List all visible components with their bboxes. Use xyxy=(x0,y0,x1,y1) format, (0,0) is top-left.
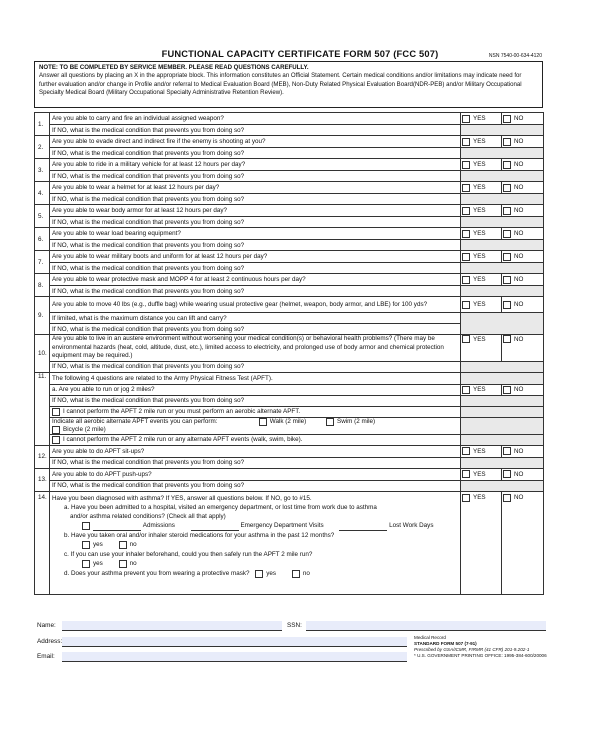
q14-no[interactable]: NO xyxy=(502,491,544,594)
q10-text: Are you able to live in an austere environment without worsening your medical condition(s) or behavioral health problems? (There may be environmental hazards (heat, cold, altitude, dust, etc.), limited access to electricity, and prolonged use of body armor and chemical protection equipment may be required.) xyxy=(50,335,461,362)
admissions-count[interactable] xyxy=(93,524,141,531)
address-label: Address: xyxy=(37,638,63,645)
q9-yes[interactable]: YES xyxy=(461,297,502,313)
q14-yes-checkbox[interactable] xyxy=(462,494,470,502)
q3-yes[interactable]: YES xyxy=(461,159,502,171)
q1-number: 1. xyxy=(35,113,50,136)
email-field[interactable] xyxy=(62,652,407,662)
q14b-no-checkbox[interactable] xyxy=(119,541,127,549)
q14c-no-checkbox[interactable] xyxy=(119,560,127,568)
q5-yes[interactable]: YES xyxy=(461,205,502,217)
q9-text: Are you able to move 40 lbs (e.g., duffle bag) while wearing usual protective gear (helmet, weapon, body armor, and LBE) for 100 yds? xyxy=(50,297,461,313)
q5-yes-checkbox[interactable] xyxy=(462,207,470,215)
q1-text: Are you able to carry and fire an individual assigned weapon? xyxy=(50,113,461,125)
q2-no[interactable]: NO xyxy=(502,136,544,148)
q7-no[interactable]: NO xyxy=(502,251,544,263)
q13-no-checkbox[interactable] xyxy=(503,470,511,478)
q9-number: 9. xyxy=(35,297,50,335)
q10-no[interactable]: NO xyxy=(502,335,544,362)
q8-number: 8. xyxy=(35,274,50,297)
q7-text: Are you able to wear military boots and uniform for at least 12 hours per day? xyxy=(50,251,461,263)
swim-label: Swim (2 mile) xyxy=(337,418,376,425)
q14b-yes-checkbox[interactable] xyxy=(82,541,90,549)
q13-yes[interactable]: YES xyxy=(461,468,502,480)
q7-yes-checkbox[interactable] xyxy=(462,253,470,261)
q1-follow[interactable]: If NO, what is the medical condition that prevents you from doing so? xyxy=(50,125,461,136)
q4-yes-checkbox[interactable] xyxy=(462,184,470,192)
q8-no-checkbox[interactable] xyxy=(503,276,511,284)
q11b-checkbox[interactable] xyxy=(52,408,60,416)
bicycle-checkbox[interactable] xyxy=(52,426,60,434)
q11d-text: I cannot perform the APFT 2 mile run or any alternate APFT events (walk, swim, bike). xyxy=(50,434,461,445)
lost-work-count[interactable] xyxy=(339,524,387,531)
q2-yes-checkbox[interactable] xyxy=(462,138,470,146)
q4-text: Are you able to wear a helmet for at least 12 hours per day? xyxy=(50,182,461,194)
q11a-yes[interactable]: YES xyxy=(461,384,502,395)
bicycle-label: Bicycle (2 mile) xyxy=(63,426,106,433)
q8-no[interactable]: NO xyxy=(502,274,544,286)
name-label: Name: xyxy=(37,622,56,629)
q1-no-checkbox[interactable] xyxy=(503,115,511,123)
q4-no[interactable]: NO xyxy=(502,182,544,194)
q4-follow[interactable]: If NO, what is the medical condition that prevents you from doing so? xyxy=(50,194,461,205)
q10-yes-checkbox[interactable] xyxy=(462,335,470,343)
standard-form-label: STANDARD FORM 507 (7-91) xyxy=(414,641,477,646)
q13-yes-checkbox[interactable] xyxy=(462,470,470,478)
q6-text: Are you able to wear load bearing equipment? xyxy=(50,228,461,240)
q1-yes[interactable]: YES xyxy=(461,113,502,125)
q11c-row xyxy=(50,417,461,434)
q7-no-checkbox[interactable] xyxy=(503,253,511,261)
q12-no-checkbox[interactable] xyxy=(503,447,511,455)
q2-no-checkbox[interactable] xyxy=(503,138,511,146)
q11d-checkbox[interactable] xyxy=(52,436,60,444)
lost-work-label: Lost Work Days xyxy=(389,522,434,530)
er-visits-count[interactable] xyxy=(191,524,239,531)
q7-number: 7. xyxy=(35,251,50,274)
q1-yes-checkbox[interactable] xyxy=(462,115,470,123)
q7-follow[interactable]: If NO, what is the medical condition that prevents you from doing so? xyxy=(50,263,461,274)
q8-follow[interactable]: If NO, what is the medical condition that prevents you from doing so? xyxy=(50,286,461,297)
q5-text: Are you able to wear body armor for at least 12 hours per day? xyxy=(50,205,461,217)
q10-yes[interactable]: YES xyxy=(461,335,502,362)
q12-number: 12. xyxy=(35,445,50,468)
q14-no-checkbox[interactable] xyxy=(503,494,511,502)
prescribed-by: Prescribed by GSA/ICMR, FIRMR (41 CFR) 201-9.202-1 xyxy=(414,647,530,652)
walk-checkbox[interactable] xyxy=(259,418,267,426)
nsn-number: NSN 7540-00-634-4120 xyxy=(488,53,542,59)
q6-no-checkbox[interactable] xyxy=(503,230,511,238)
instructions-box xyxy=(34,61,543,108)
q14-yes[interactable]: YES xyxy=(461,491,502,594)
q5-number: 5. xyxy=(35,205,50,228)
q14a-text: a. Have you been admitted to a hospital, visited an emergency department, or lost time from work due to asthma xyxy=(64,503,377,511)
form-title: FUNCTIONAL CAPACITY CERTIFICATE FORM 507 (FCC 507) xyxy=(161,49,439,59)
q6-number: 6. xyxy=(35,228,50,251)
swim-checkbox[interactable] xyxy=(326,418,334,426)
q11-text: The following 4 questions are related to the Army Physical Fitness Test (APFT). xyxy=(50,372,461,384)
walk-label: Walk (2 mile) xyxy=(269,418,307,425)
q14c-yes-checkbox[interactable] xyxy=(82,560,90,568)
q3-follow[interactable]: If NO, what is the medical condition that prevents you from doing so? xyxy=(50,171,461,182)
q12-yes[interactable]: YES xyxy=(461,445,502,457)
q9-follow-distance[interactable]: If limited, what is the maximum distance you can lift and carry? xyxy=(50,313,461,324)
q11c-text: Indicate all aerobic alternate APFT events you can perform: xyxy=(52,418,218,425)
q2-text: Are you able to evade direct and indirect fire if the enemy is shooting at you? xyxy=(50,136,461,148)
q4-yes[interactable]: YES xyxy=(461,182,502,194)
q8-yes[interactable]: YES xyxy=(461,274,502,286)
q13-follow[interactable]: If NO, what is the medical condition that prevents you from doing so? xyxy=(50,480,461,491)
email-label: Email: xyxy=(37,653,55,660)
q14-block: Have you been diagnosed with asthma? If YES, answer all questions below. If NO, go to #15. a. Have you been admitted to a hospital, visited an emergency department, or lost time from work due to asthma and/or asthma related conditions? (Check all that apply) Admissions Emergency Department Visits Lost Work Days b. Have you taken oral and/or inhaler steroid medications for your asthma in the past 12 months? yes no c. If you can use your inhaler beforehand, could you then safely run the APFT 2 mile run? yes no d. Does your asthma prevent you from wearing a protective mask? yes no xyxy=(50,491,461,594)
q11-number: 11. xyxy=(35,372,50,445)
printing-office: * U.S. GOVERNMENT PRINTING OFFICE: 1995-384-600/20006 xyxy=(414,653,547,658)
q12-follow[interactable]: If NO, what is the medical condition that prevents you from doing so? xyxy=(50,457,461,468)
q14d-yes-checkbox[interactable] xyxy=(255,570,263,578)
q9-no-checkbox[interactable] xyxy=(503,301,511,309)
q3-yes-checkbox[interactable] xyxy=(462,161,470,169)
q1-no[interactable]: NO xyxy=(502,113,544,125)
q11a-follow[interactable]: If NO, what is the medical condition that prevents you from doing so? xyxy=(50,395,461,406)
q2-follow[interactable]: If NO, what is the medical condition that prevents you from doing so? xyxy=(50,148,461,159)
q10-follow[interactable]: If NO, what is the medical condition that prevents you from doing so? xyxy=(50,361,461,372)
q13-no[interactable]: NO xyxy=(502,468,544,480)
admissions-checkbox[interactable] xyxy=(82,522,90,530)
q11a-text: a. Are you able to run or jog 2 miles? xyxy=(50,384,461,395)
note-heading: NOTE: TO BE COMPLETED BY SERVICE MEMBER. PLEASE READ QUESTIONS CAREFULLY. xyxy=(39,64,309,71)
q11a-yes-checkbox[interactable] xyxy=(462,386,470,394)
q11a-no[interactable]: NO xyxy=(502,384,544,395)
q9-yes-checkbox[interactable] xyxy=(462,301,470,309)
q14c-text: c. If you can use your inhaler beforehand, could you then safely run the APFT 2 mile run? xyxy=(64,550,313,558)
q8-text: Are you able to wear protective mask and MOPP 4 for at least 2 continuous hours per day? xyxy=(50,274,461,286)
q14d-no-checkbox[interactable] xyxy=(292,570,300,578)
q10-no-checkbox[interactable] xyxy=(503,335,511,343)
q11a-no-checkbox[interactable] xyxy=(503,386,511,394)
name-field[interactable] xyxy=(62,621,282,631)
q5-follow[interactable]: If NO, what is the medical condition that prevents you from doing so? xyxy=(50,217,461,228)
q8-yes-checkbox[interactable] xyxy=(462,276,470,284)
ssn-field[interactable] xyxy=(306,621,546,631)
er-visits-label: Emergency Department Visits xyxy=(240,522,324,530)
q3-no-checkbox[interactable] xyxy=(503,161,511,169)
q13-number: 13. xyxy=(35,468,50,491)
ssn-label: SSN: xyxy=(287,622,302,629)
q9-no[interactable]: NO xyxy=(502,297,544,313)
q2-yes[interactable]: YES xyxy=(461,136,502,148)
medical-record-label: Medical Record xyxy=(414,635,446,640)
q6-yes-checkbox[interactable] xyxy=(462,230,470,238)
q13-text: Are you able to do APFT push-ups? xyxy=(50,468,461,480)
q6-follow[interactable]: If NO, what is the medical condition that prevents you from doing so? xyxy=(50,240,461,251)
q12-yes-checkbox[interactable] xyxy=(462,447,470,455)
q6-yes[interactable]: YES xyxy=(461,228,502,240)
questions-table xyxy=(34,112,544,595)
q12-text: Are you able to do APFT sit-ups? xyxy=(50,445,461,457)
q14a-text-2: and/or asthma related conditions? (Check all that apply) xyxy=(70,513,226,521)
q6-no[interactable]: NO xyxy=(502,228,544,240)
note-body: Answer all questions by placing an X in the appropriate block. This information constitutes an Official Statement. Certain medical conditions and/or limitations may indicate need for further evaluation and/or change in Profile and/or referral to Medical Evaluation Board (MEB), Non-Duty Related Physical Evaluation Board(NDR-PEB) and/or Military Occupational Specialty Medical Board (Military Occupational Specialty Administrative Retention Review). xyxy=(39,72,522,96)
q14-text: Have you been diagnosed with asthma? If YES, answer all questions below. If NO, go to #15. xyxy=(52,494,312,502)
q14-number: 14. xyxy=(35,491,50,594)
q14b-text: b. Have you taken oral and/or inhaler steroid medications for your asthma in the past 12 months? xyxy=(64,532,335,540)
q3-text: Are you able to ride in a military vehicle for at least 12 hours per day? xyxy=(50,159,461,171)
admissions-label: Admissions xyxy=(142,522,175,530)
q3-number: 3. xyxy=(35,159,50,182)
q11b-text: I cannot perform the APFT 2 mile run or you must perform an aerobic alternate APFT. xyxy=(50,406,461,417)
q10-number: 10. xyxy=(35,335,50,373)
q2-number: 2. xyxy=(35,136,50,159)
q4-number: 4. xyxy=(35,182,50,205)
q7-yes[interactable]: YES xyxy=(461,251,502,263)
address-field[interactable] xyxy=(62,637,407,647)
q5-no[interactable]: NO xyxy=(502,205,544,217)
footer-info xyxy=(414,635,547,659)
q5-no-checkbox[interactable] xyxy=(503,207,511,215)
q14d-text: d. Does your asthma prevent you from wearing a protective mask? yes no xyxy=(64,569,310,577)
q4-no-checkbox[interactable] xyxy=(503,184,511,192)
q9-follow[interactable]: If NO, what is the medical condition that prevents you from doing so? xyxy=(50,324,461,335)
q3-no[interactable]: NO xyxy=(502,159,544,171)
q12-no[interactable]: NO xyxy=(502,445,544,457)
